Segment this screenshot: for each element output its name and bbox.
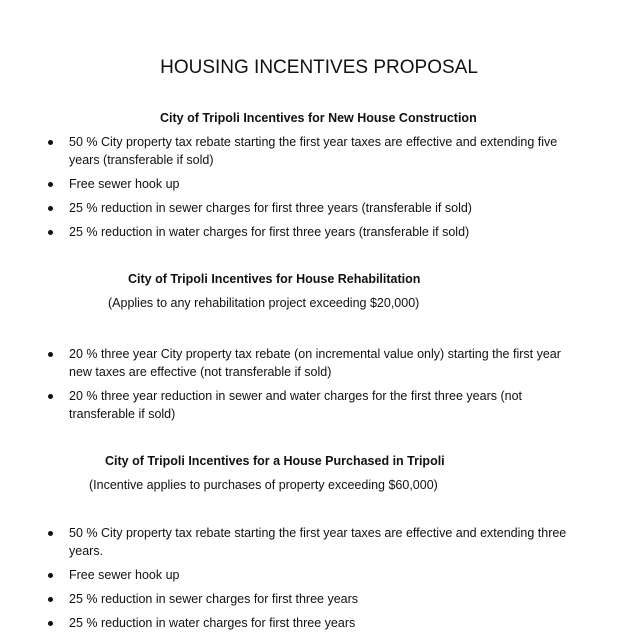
list-item: 25 % reduction in sewer charges for first three years (transferable if sold) bbox=[44, 199, 584, 217]
section-note-rehabilitation: (Applies to any rehabilitation project exceeding $20,000) bbox=[108, 296, 420, 310]
list-item: Free sewer hook up bbox=[44, 566, 584, 584]
list-item: 25 % reduction in sewer charges for first three years bbox=[44, 590, 584, 608]
rehabilitation-incentives-list bbox=[44, 345, 584, 429]
list-item: 25 % reduction in water charges for first three years bbox=[44, 614, 584, 632]
section-heading-rehabilitation: City of Tripoli Incentives for House Rehabilitation bbox=[128, 272, 421, 286]
bullet-icon bbox=[48, 140, 53, 145]
list-item: 50 % City property tax rebate starting the first year taxes are effective and extending five years (transferable if sold) bbox=[44, 133, 584, 169]
list-item: 25 % reduction in water charges for first three years (transferable if sold) bbox=[44, 223, 584, 241]
bullet-icon bbox=[48, 206, 53, 211]
section-heading-house-purchase: City of Tripoli Incentives for a House Purchased in Tripoli bbox=[105, 454, 445, 468]
bullet-icon bbox=[48, 394, 53, 399]
section-heading-new-construction: City of Tripoli Incentives for New House Construction bbox=[160, 111, 477, 125]
list-item: 20 % three year City property tax rebate (on incremental value only) starting the first year new taxes are effective (not transferable if sold) bbox=[44, 345, 584, 381]
bullet-icon bbox=[48, 597, 53, 602]
house-purchase-incentives-list bbox=[44, 524, 584, 638]
bullet-icon bbox=[48, 352, 53, 357]
bullet-icon bbox=[48, 182, 53, 187]
bullet-icon bbox=[48, 230, 53, 235]
bullet-icon bbox=[48, 531, 53, 536]
new-construction-incentives-list bbox=[44, 133, 584, 247]
list-item: 20 % three year reduction in sewer and water charges for the first three years (not transferable if sold) bbox=[44, 387, 584, 423]
bullet-icon bbox=[48, 573, 53, 578]
bullet-icon bbox=[48, 621, 53, 626]
list-item: 50 % City property tax rebate starting the first year taxes are effective and extending three years. bbox=[44, 524, 584, 560]
list-item: Free sewer hook up bbox=[44, 175, 584, 193]
document-title: HOUSING INCENTIVES PROPOSAL bbox=[160, 57, 478, 78]
section-note-house-purchase: (Incentive applies to purchases of property exceeding $60,000) bbox=[89, 478, 438, 492]
